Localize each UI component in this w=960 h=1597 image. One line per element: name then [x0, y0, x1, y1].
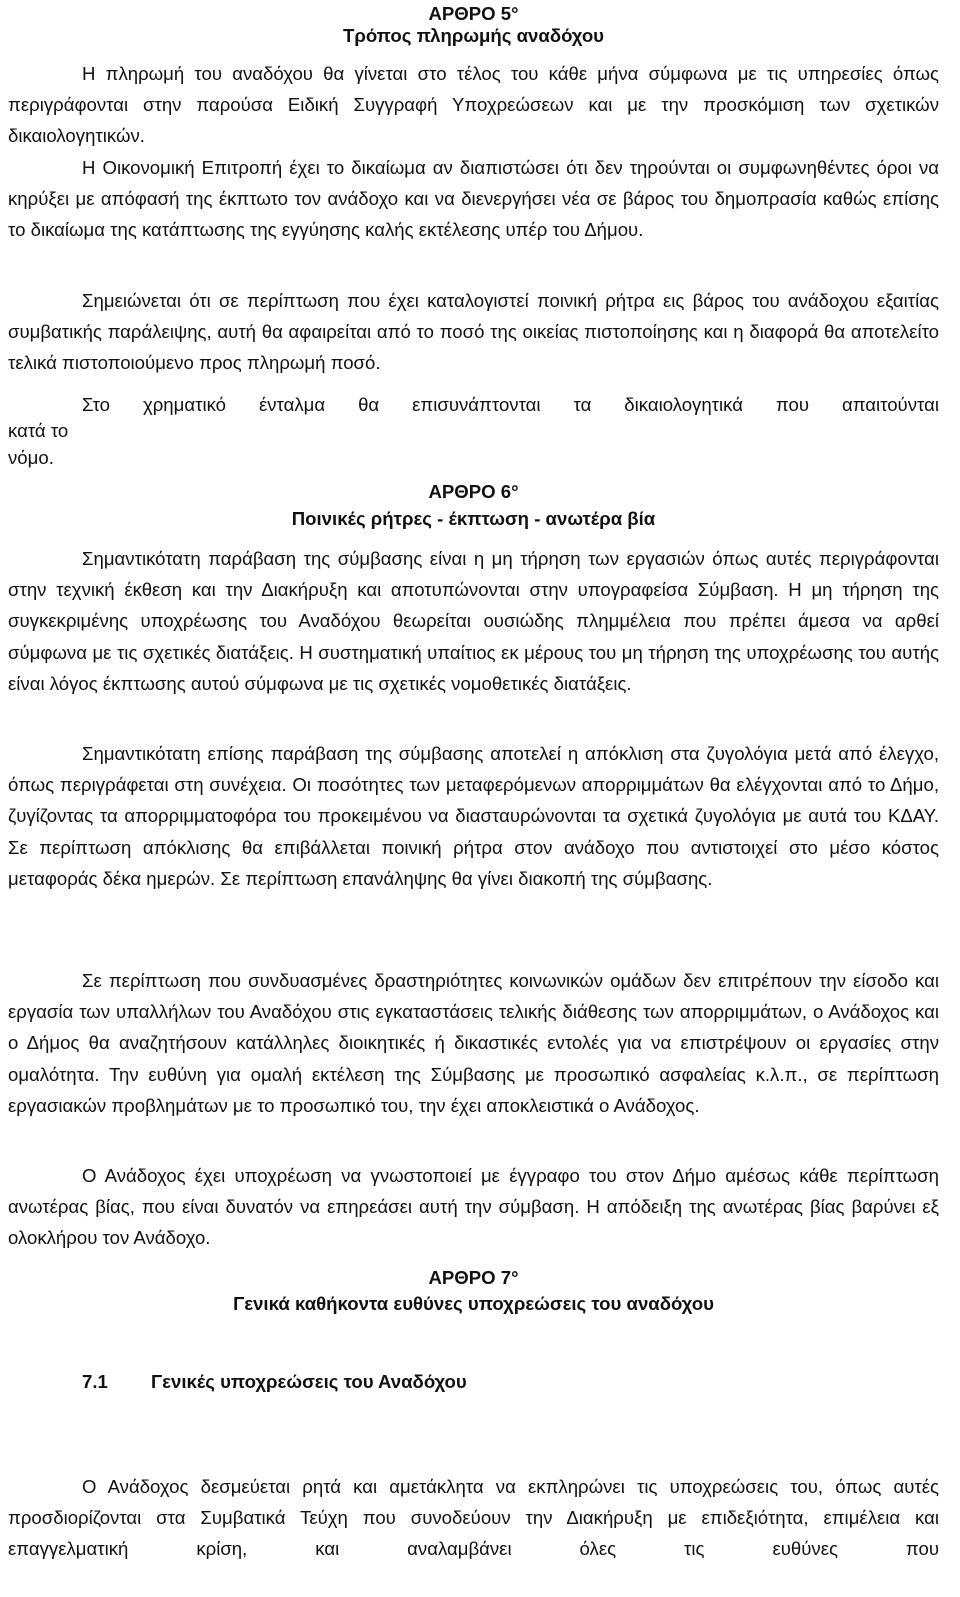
article-5-paragraph-1: Η πληρωμή του αναδόχου θα γίνεται στο τέλος του κάθε μήνα σύμφωνα με τις υπηρεσίες όπως περιγράφονται στην παρούσα Ειδική Συγγραφή Υποχρεώσεων και με την προσκόμιση των σχετικών δικαιολογητικών. — [8, 63, 939, 147]
article-6-paragraph-2: Σημαντικότατη επίσης παράβαση της σύμβασης αποτελεί η απόκλιση στα ζυγολόγια μετά από έλεγχο, όπως περιγράφεται στη συνέχεια. Οι ποσότητες των μεταφερόμενων απορριμμάτων θα ελέγχονται από το Δήμο, ζυγίζοντας τα απορριμματοφόρα του προκειμένου να διασταυρώνονται τα σχετικά ζυγολόγια με αυτά του ΚΔΑΥ. Σε περίπτωση απόκλισης θα επιβάλλεται ποινική ρήτρα στον ανάδοχο που αντιστοιχεί στο μέσο κόστος μεταφοράς δέκα ημερών. Σε περίπτωση επανάληψης θα γίνει διακοπή της σύμβασης. — [8, 743, 939, 889]
article-6-paragraph-4: Ο Ανάδοχος έχει υποχρέωση να γνωστοποιεί με έγγραφο του στον Δήμο αμέσως κάθε περίπτωση ανωτέρας βίας, που είναι δυνατόν να επηρεάσει αυτή την σύμβαση. Η απόδειξη της ανωτέρας βίας βαρύνει εξ ολοκλήρου τον Ανάδοχο. — [8, 1165, 939, 1249]
article-6-paragraph-3: Σε περίπτωση που συνδυασμένες δραστηριότητες κοινωνικών ομάδων δεν επιτρέπουν την είσοδο και εργασία των υπαλλήλων του Αναδόχου στις εγκαταστάσεις τελικής διάθεσης των απορριμμάτων, ο Ανάδοχος και ο Δήμος θα αναζητήσουν κατάλληλες διοικητικές ή δικαστικές εντολές για να επιστρέψουν οι εργασίες στην ομαλότητα. Την ευθύνη για ομαλή εκτέλεση της Σύμβασης με προσωπικό ασφαλείας κ.λ.π., σε περίπτωση εργασιακών προβλημάτων με το προσωπικό του, την έχει αποκλειστικά ο Ανάδοχος. — [8, 970, 939, 1116]
article-5-paragraph-4-line-3: νόμο. — [8, 447, 54, 468]
section-7-1-number: 7.1 — [82, 1371, 108, 1392]
article-7-title: ΑΡΘΡΟ 7° — [428, 1267, 519, 1288]
section-7-1-title: Γενικές υποχρεώσεις του Αναδόχου — [151, 1371, 467, 1392]
article-7-paragraph-1: Ο Ανάδοχος δεσμεύεται ρητά και αμετάκλητα να εκπληρώνει τις υποχρεώσεις του, όπως αυτές προσδιορίζονται στα Συμβατικά Τεύχη που συνοδεύουν την Διακήρυξη με επιδεξιότητα, επιμέλεια και επαγγελματική κρίση, και αναλαμβάνει όλες τις ευθύνες που — [8, 1476, 939, 1560]
article-5-subtitle: Τρόπος πληρωμής αναδόχου — [342, 25, 604, 46]
article-6-title: ΑΡΘΡΟ 6° — [428, 481, 519, 502]
article-5-paragraph-4-line-2: κατά το — [8, 420, 69, 441]
article-6-paragraph-1: Σημαντικότατη παράβαση της σύμβασης είναι η μη τήρηση των εργασιών όπως αυτές περιγράφονται στην τεχνική έκθεση και την Διακήρυξη και αποτυπώνονται στην υπογραφείσα Σύμβαση. Η μη τήρηση της συγκεκριμένης υποχρέωσης του Αναδόχου θεωρείται ουσιώδης πλημμέλεια που πρέπει άμεσα να αρθεί σύμφωνα με τις σχετικές διατάξεις. Η συστηματική υπαίτιος εκ μέρους του μη τήρηση της υποχρέωσης του αυτής είναι λόγος έκπτωσης αυτού σύμφωνα με τις σχετικές νομοθετικές διατάξεις. — [8, 548, 939, 694]
article-5-paragraph-3: Σημειώνεται ότι σε περίπτωση που έχει καταλογιστεί ποινική ρήτρα εις βάρος του ανάδοχου εξαιτίας συμβατικής παράλειψης, αυτή θα αφαιρείται από το ποσό της οικείας πιστοποίησης και η διαφορά θα αποτελείτο τελικά πιστοποιούμενο προς πληρωμή ποσό. — [8, 290, 939, 374]
article-5-title: ΑΡΘΡΟ 5° — [428, 3, 519, 24]
article-5-paragraph-4-line-1: Στο χρηματικό ένταλμα θα επισυνάπτονται τα δικαιολογητικά που απαιτούνται — [82, 394, 939, 415]
article-7-subtitle: Γενικά καθήκοντα ευθύνες υποχρεώσεις του αναδόχου — [233, 1293, 714, 1314]
article-5-paragraph-2: Η Οικονομική Επιτροπή έχει το δικαίωμα αν διαπιστώσει ότι δεν τηρούνται οι συμφωνηθέντες όροι να κηρύξει με απόφασή της έκπτωτο τον ανάδοχο και να διενεργήσει νέα σε βάρος του δημοπρασία καθώς επίσης το δικαίωμα της κατάπτωσης της εγγύησης καλής εκτέλεσης υπέρ του Δήμου. — [8, 157, 939, 241]
article-6-subtitle: Ποινικές ρήτρες - έκπτωση - ανωτέρα βία — [291, 508, 656, 529]
